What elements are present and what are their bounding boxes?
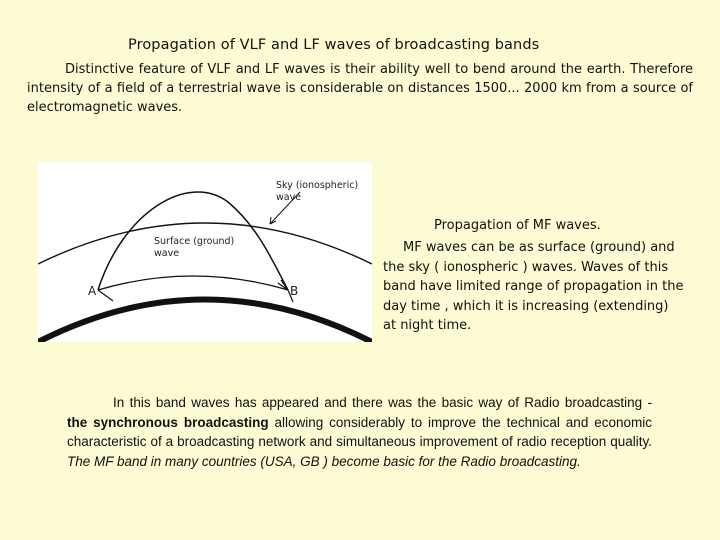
mf-title: Propagation of MF waves. bbox=[434, 218, 601, 233]
sky-wave-label: Sky (ionospheric) bbox=[276, 180, 359, 191]
earth-surface bbox=[38, 300, 372, 343]
vlf-paragraph: Distinctive feature of VLF and LF waves is their ability well to bend around the earth. Therefore intensity of a field of a terrestrial wave is considerable on distances 1500... 2000 km from a source of electromagnetic waves. bbox=[27, 62, 693, 115]
propagation-diagram bbox=[38, 162, 372, 342]
closing-bold-text: the synchronous broadcasting bbox=[67, 414, 269, 430]
ground-wave-path bbox=[98, 276, 288, 290]
closing-italic-text: The MF band in many countries (USA, GB ) become basic for the Radio broadcasting. bbox=[67, 453, 581, 469]
mf-paragraph: MF waves can be as surface (ground) and the sky ( ionospheric ) waves. Waves of this band have limited range of propagation in the day time , which it is increasing (extending) at night time. bbox=[383, 240, 684, 333]
closing-text-1: In this band waves has appeared and there was the basic way of Radio broadcasting - bbox=[113, 395, 652, 410]
ground-wave-label-2: wave bbox=[154, 248, 180, 259]
closing-text-2: allowing considerably to improve the technical and economic characteristic of a broadcasting network and simultaneous improvement of radio reception quality. bbox=[67, 414, 653, 450]
vlf-title: Propagation of VLF and LF waves of broadcasting bands bbox=[128, 37, 540, 53]
closing-paragraph bbox=[67, 393, 652, 471]
point-a-label: A bbox=[88, 284, 97, 298]
ground-wave-label: Surface (ground) bbox=[154, 236, 235, 247]
point-b-label: B bbox=[290, 284, 299, 298]
sky-wave-label-2: wave bbox=[276, 192, 302, 203]
